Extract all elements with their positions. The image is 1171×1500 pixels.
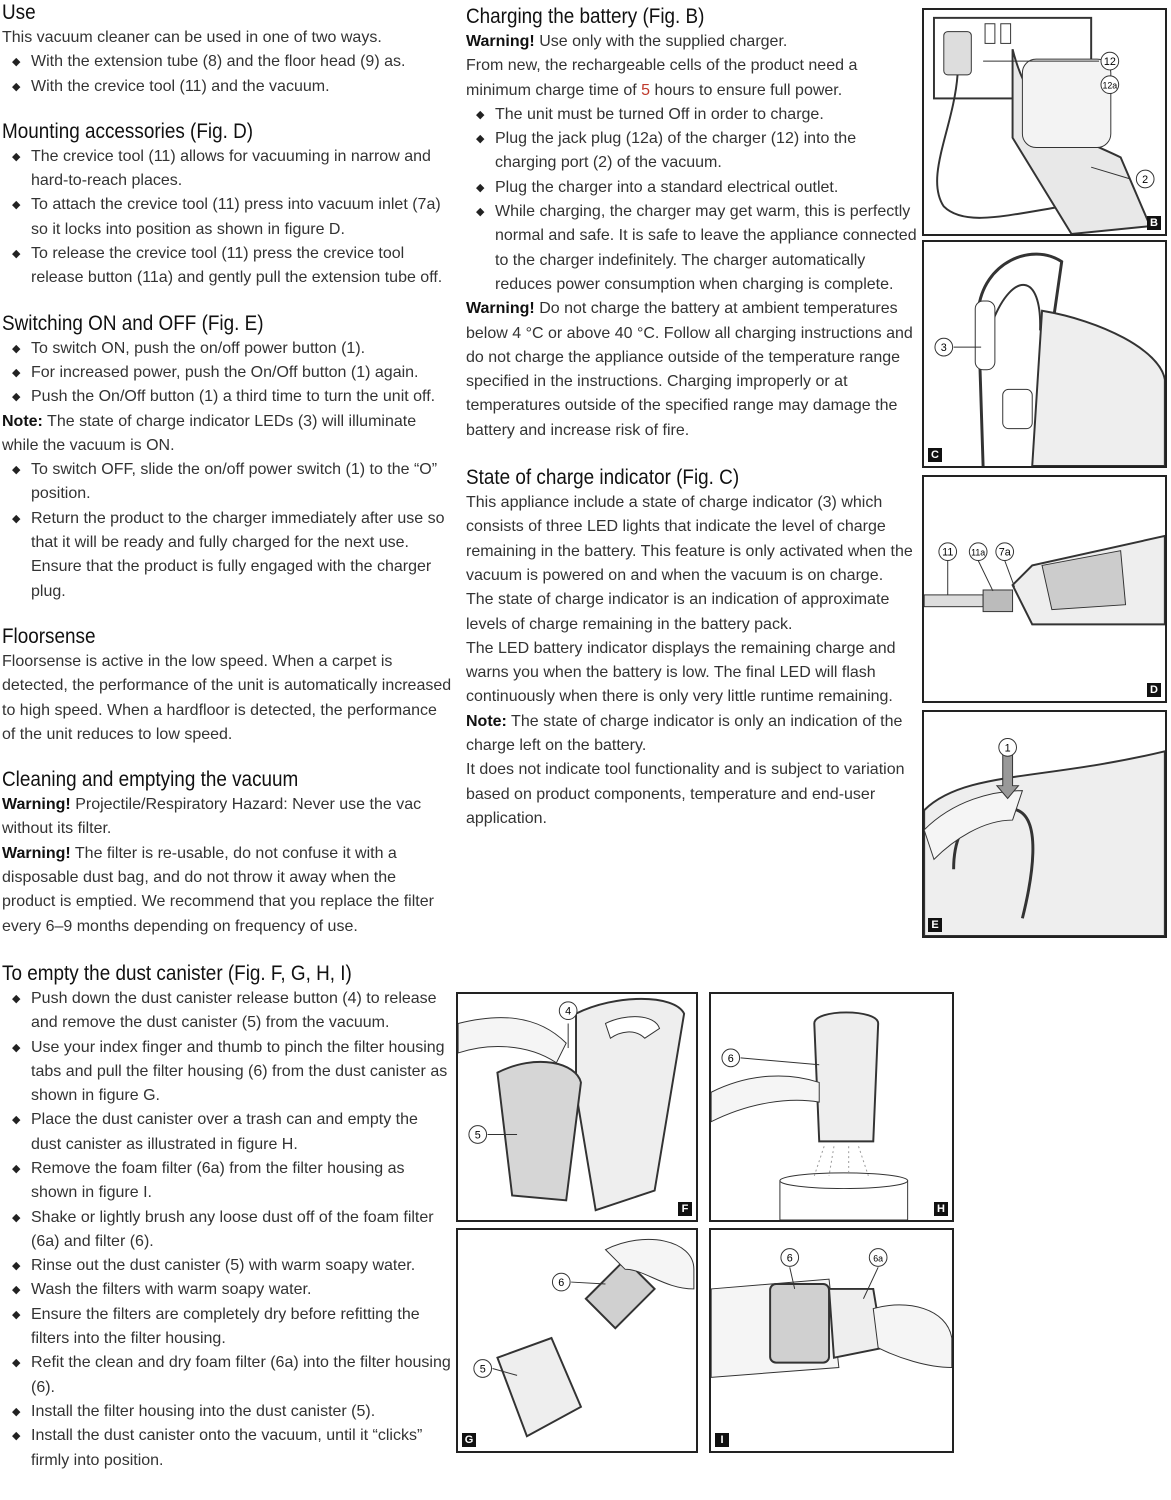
list-item: ◆ The unit must be turned Off in order to charge. xyxy=(466,103,918,127)
vacuum-body xyxy=(924,751,1165,936)
list-item: ◆ For increased power, push the On/Off button (1) again. xyxy=(2,361,452,385)
empty-heading: To empty the dust canister (Fig. F, G, H, I) xyxy=(2,961,352,985)
hand xyxy=(458,1018,566,1063)
list-item: ◆ Shake or lightly brush any loose dust off of the foam filter (6a) and filter (6). xyxy=(2,1206,452,1255)
figure-label: C xyxy=(928,448,942,462)
list-item: ◆ Install the filter housing into the dust canister (5). xyxy=(2,1400,452,1424)
callout-2: 2 xyxy=(1142,173,1149,186)
indicator-note xyxy=(466,710,918,759)
warning-label: Warning! xyxy=(466,33,535,50)
note-label: Note: xyxy=(466,712,507,730)
figure-e xyxy=(922,710,1167,938)
indicator-heading: State of charge indicator (Fig. C) xyxy=(466,466,740,490)
charger-illustration xyxy=(924,10,1165,234)
figure-f xyxy=(456,992,698,1222)
charging-list xyxy=(466,103,918,297)
figure-label: H xyxy=(934,1202,948,1216)
list-item: ◆ Ensure the filters are completely dry before refitting the filters into the filter housing. xyxy=(2,1303,452,1352)
canister xyxy=(1022,59,1110,147)
switching-note xyxy=(2,410,452,459)
intro-text-b: hours to ensure full power. xyxy=(654,81,843,99)
filter xyxy=(770,1284,829,1363)
list-item: ◆ Wash the filters with warm soapy water. xyxy=(2,1278,452,1302)
figure-label: E xyxy=(928,918,942,932)
leader-line xyxy=(741,1058,820,1065)
cleaning-warning-2 xyxy=(2,842,452,939)
figure-g xyxy=(456,1228,698,1453)
indicator-paragraph: It does not indicate tool functionality and is subject to variation based on product components, temperature and end-user application. xyxy=(466,761,905,827)
list-item: ◆ Use your index finger and thumb to pinch the filter housing tabs and pull the filter housing (6) from the dust canister as shown in figure G. xyxy=(2,1036,452,1109)
cleaning-heading: Cleaning and emptying the vacuum xyxy=(2,768,299,792)
list-item: ◆ Remove the foam filter (6a) from the filter housing as shown in figure I. xyxy=(2,1157,452,1206)
callout-5: 5 xyxy=(474,1129,481,1142)
crevice-tool-illustration xyxy=(924,477,1165,701)
empty-list xyxy=(2,987,452,1473)
callout-6: 6 xyxy=(727,1052,734,1065)
power-button-illustration xyxy=(924,712,1165,936)
figure-b xyxy=(922,8,1167,236)
warning-label: Warning! xyxy=(466,300,535,318)
falling-dust xyxy=(814,1146,868,1175)
charging-heading: Charging the battery (Fig. B) xyxy=(466,5,705,28)
list-item: ◆ Push the On/Off button (1) a third time to turn the unit off. xyxy=(2,385,452,409)
indicator-paragraph: This appliance include a state of charge indicator (3) which consists of three LED lights that indicate the level of charge remaining in the battery. This feature is only activated when the vacuum is powered on and when the vacuum is on charge. xyxy=(466,494,913,584)
indicator-paragraph: The LED battery indicator displays the remaining charge and warns you when the battery is low. The final LED will flash continuously when there is only very little runtime remaining. xyxy=(466,639,896,706)
charging-intro xyxy=(466,54,918,103)
leader-line xyxy=(978,561,993,591)
warning-text: Use only with the supplied charger. xyxy=(539,33,788,50)
callout-11: 11 xyxy=(942,546,954,559)
charging-warning xyxy=(466,30,918,54)
list-item: ◆ Refit the clean and dry foam filter (6a) into the filter housing (6). xyxy=(2,1351,452,1400)
list-item: ◆ Return the product to the charger immediately after use so that it will be ready and fully charged for the next use. Ensure that the product is fully engaged with the charger plug. xyxy=(2,507,452,604)
list-item: ◆ To switch OFF, slide the on/off power switch (1) to the “O” position. xyxy=(2,458,452,507)
hand xyxy=(873,1305,952,1368)
socket-slot xyxy=(985,24,995,44)
crevice-tool-collar xyxy=(983,590,1012,612)
note-text: The state of charge indicator is only an indication of the charge left on the battery. xyxy=(466,712,903,755)
list-item: ◆ The crevice tool (11) allows for vacuuming in narrow and hard-to-reach places. xyxy=(2,145,452,194)
floorsense-text: Floorsense is active in the low speed. When a carpet is detected, the performance of the unit is automatically increased to high speed. When a hardfloor is detected, the performance of the unit reduces to low speed. xyxy=(2,652,452,743)
filter-housing-removal-illustration xyxy=(458,1230,696,1451)
warning-text: The filter is re-usable, do not confuse it with a disposable dust bag, and do not throw it away when the product is emptied. We recommend that you replace the filter every 6–9 months depending on frequency of use. xyxy=(2,844,434,935)
warning-text: Projectile/Respiratory Hazard: Never use the vac without its filter. xyxy=(2,796,422,838)
list-item: ◆ Rinse out the dust canister (5) with warm soapy water. xyxy=(2,1254,452,1278)
left-column xyxy=(2,0,452,1473)
list-item: ◆ Plug the charger into a standard electrical outlet. xyxy=(466,176,918,200)
empty-canister-illustration xyxy=(711,994,952,1220)
use-list xyxy=(2,50,452,99)
socket-slot xyxy=(1001,24,1011,44)
list-item: ◆ Push down the dust canister release button (4) to release and remove the dust canister (5) from the vacuum. xyxy=(2,987,452,1036)
figure-label: G xyxy=(462,1433,476,1447)
charger-adapter xyxy=(944,32,972,75)
foam-filter-removal-illustration xyxy=(711,1230,952,1451)
warning-label: Warning! xyxy=(2,844,71,862)
crevice-tool xyxy=(924,595,983,607)
mounting-list xyxy=(2,145,452,291)
release-button xyxy=(1003,389,1032,428)
charge-hours: 5 xyxy=(641,81,651,99)
callout-7a: 7a xyxy=(998,546,1011,559)
charging-warning-2 xyxy=(466,297,918,443)
warning-text: Do not charge the battery at ambient temperatures below 4 °C or above 40 °C. Follow all charging instructions and do not charge the appliance outside of the temperature range specified in the instructions. Charging improperly or at temperatures outside of the specified range may damage the battery and increase risk of fire. xyxy=(466,300,913,439)
use-heading: Use xyxy=(2,1,36,24)
list-item: ◆ Install the dust canister onto the vacuum, until it “clicks” firmly into position. xyxy=(2,1424,452,1473)
switching-list xyxy=(2,337,452,410)
canister-release-illustration xyxy=(458,994,696,1220)
leader-line xyxy=(1005,561,1015,588)
list-item: ◆ To switch ON, push the on/off power button (1). xyxy=(2,337,452,361)
list-item: ◆ With the crevice tool (11) and the vacuum. xyxy=(2,75,452,99)
handle-inner xyxy=(993,285,1040,331)
list-item: ◆ While charging, the charger may get warm, this is perfectly normal and safe. It is safe to leave the appliance connected to the charger indefinitely. The charger automatically reduces power consumption when charging is complete. xyxy=(466,200,918,297)
callout-6a: 6a xyxy=(873,1253,884,1264)
hand xyxy=(711,1076,819,1122)
trash-can-rim xyxy=(780,1173,908,1189)
list-item: ◆ To release the crevice tool (11) press the crevice tool release button (11a) and gently pull the extension tube off. xyxy=(2,242,452,291)
switching-list-2 xyxy=(2,458,452,604)
figure-h xyxy=(709,992,954,1222)
callout-12a: 12a xyxy=(1102,80,1118,91)
callout-3: 3 xyxy=(940,342,947,355)
use-intro: This vacuum cleaner can be used in one of two ways. xyxy=(2,29,382,46)
callout-4: 4 xyxy=(565,1005,572,1018)
callout-6: 6 xyxy=(558,1276,565,1289)
warning-label: Warning! xyxy=(2,796,71,814)
figure-label: I xyxy=(715,1433,729,1447)
callout-6: 6 xyxy=(786,1252,793,1265)
floorsense-heading: Floorsense xyxy=(2,624,96,648)
indicator-illustration xyxy=(924,242,1165,466)
figure-label: B xyxy=(1147,216,1161,230)
dust-canister xyxy=(814,1012,878,1141)
dust-canister xyxy=(497,1062,581,1200)
list-item: ◆ Place the dust canister over a trash can and empty the dust canister as illustrated in figure H. xyxy=(2,1108,452,1157)
cleaning-warning-1 xyxy=(2,793,452,842)
callout-5: 5 xyxy=(479,1363,486,1376)
callout-12: 12 xyxy=(1103,56,1116,69)
note-label: Note: xyxy=(2,412,43,430)
figure-label: D xyxy=(1147,683,1161,697)
figure-label: F xyxy=(678,1202,692,1216)
intro-text-a: From new, the rechargeable cells of the product need a minimum charge time of xyxy=(466,57,858,99)
list-item: ◆ With the extension tube (8) and the floor head (9) as. xyxy=(2,50,452,74)
list-item: ◆ To attach the crevice tool (11) press into vacuum inlet (7a) so it locks into position as shown in figure D. xyxy=(2,193,452,242)
mounting-heading: Mounting accessories (Fig. D) xyxy=(2,119,254,143)
led-indicator-panel xyxy=(975,301,995,370)
figure-i xyxy=(709,1228,954,1453)
list-item: ◆ Plug the jack plug (12a) of the charger (12) into the charging port (2) of the vacuum. xyxy=(466,127,918,176)
vacuum-body xyxy=(1032,311,1165,466)
middle-column xyxy=(466,4,918,831)
figure-d xyxy=(922,475,1167,703)
note-text: The state of charge indicator LEDs (3) will illuminate while the vacuum is ON. xyxy=(2,412,417,454)
indicator-paragraph: The state of charge indicator is an indication of approximate levels of charge remaining in the battery pack. xyxy=(466,591,890,633)
figure-c xyxy=(922,240,1167,468)
dust-canister xyxy=(497,1338,580,1436)
callout-11a: 11a xyxy=(971,547,986,558)
switching-heading: Switching ON and OFF (Fig. E) xyxy=(2,311,264,335)
callout-1: 1 xyxy=(1004,742,1011,755)
